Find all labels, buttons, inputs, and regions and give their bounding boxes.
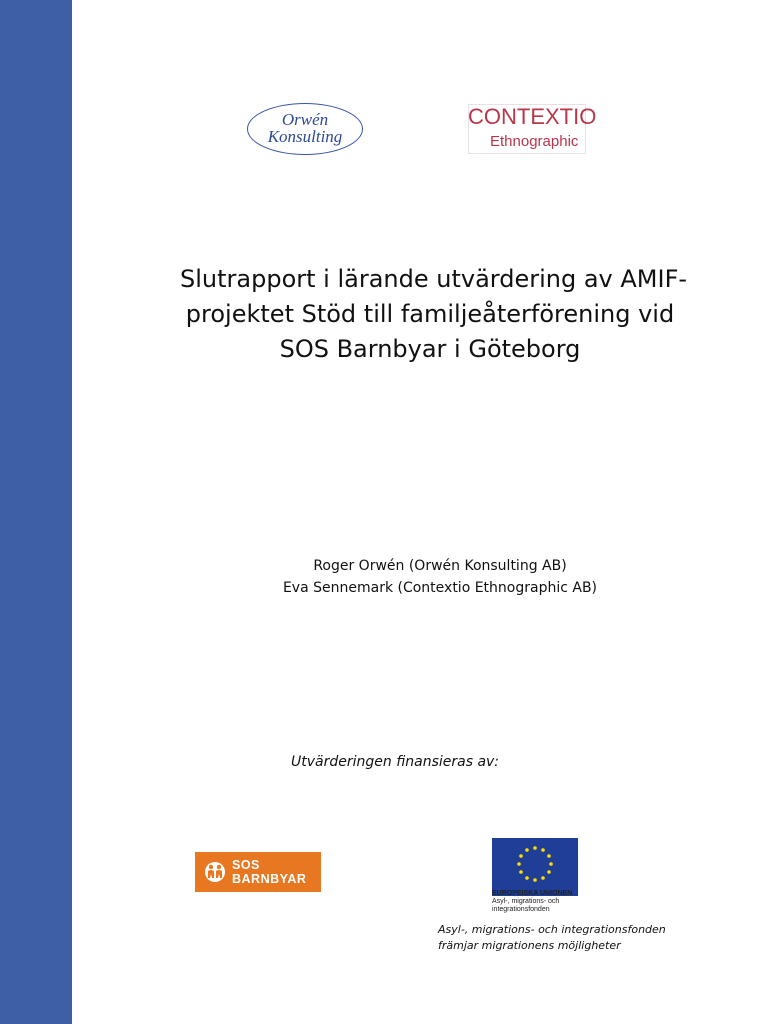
author-2: Eva Sennemark (Contextio Ethnographic AB) bbox=[282, 580, 598, 596]
eu-fund-line1: Asyl-, migrations- och bbox=[492, 898, 560, 905]
orwen-konsulting-logo bbox=[247, 103, 363, 155]
eu-flag-icon bbox=[492, 838, 578, 896]
sos-children-icon bbox=[204, 861, 226, 883]
report-title bbox=[180, 262, 688, 367]
sos-barnbyar-logo bbox=[195, 852, 321, 892]
eu-union-label: EUROPEISKA UNIONEN bbox=[492, 890, 573, 897]
eu-caption bbox=[492, 890, 612, 914]
author-1: Roger Orwén (Orwén Konsulting AB) bbox=[313, 558, 567, 574]
orwen-logo-line2: Konsulting bbox=[267, 127, 343, 146]
sos-logo-line2: BARNBYAR bbox=[232, 872, 307, 886]
title-line-3: SOS Barnbyar i Göteborg bbox=[279, 335, 581, 363]
contextio-logo-name: CONTEXTIO bbox=[468, 104, 597, 129]
funded-by-label: Utvärderingen finansieras av: bbox=[291, 754, 500, 770]
side-bar bbox=[0, 0, 72, 1024]
contextio-ethnographic-logo bbox=[468, 104, 597, 154]
eu-fund-line2: integrationsfonden bbox=[492, 906, 550, 913]
fund-statement-line2: främjar migrationens möjligheter bbox=[438, 939, 621, 952]
authors bbox=[240, 555, 640, 599]
contextio-logo-sub: Ethnographic bbox=[490, 133, 579, 150]
fund-statement-line1: Asyl-, migrations- och integrationsfonden bbox=[438, 923, 666, 936]
fund-statement bbox=[438, 922, 666, 954]
sos-logo-line1: SOS bbox=[232, 858, 260, 872]
eu-stars bbox=[492, 838, 578, 890]
title-line-2: projektet Stöd till familjeåterförening vid bbox=[185, 300, 675, 328]
orwen-logo-line1: Orwén bbox=[281, 110, 329, 129]
title-line-1: Slutrapport i lärande utvärdering av AMIF- bbox=[180, 265, 688, 293]
